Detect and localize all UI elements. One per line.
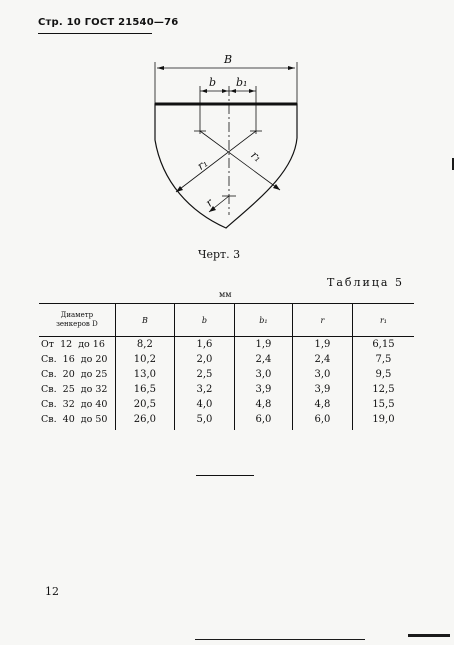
- cell-b1: 2,4: [234, 352, 292, 367]
- table-row: [39, 367, 414, 382]
- cell-B: 16,5: [115, 382, 174, 397]
- label-b1: b₁: [236, 76, 248, 89]
- radius-r1-right: [200, 131, 280, 190]
- cell-B: 8,2: [115, 337, 174, 353]
- radius-r1-left: [176, 131, 256, 192]
- cell-r1: 6,15: [352, 337, 414, 353]
- cell-b1: 3,0: [234, 367, 292, 382]
- cell-r: 3,9: [292, 382, 352, 397]
- cell-r1: 12,5: [352, 382, 414, 397]
- table-title: Таблица 5: [327, 276, 404, 289]
- page-header: Стр. 10 ГОСТ 21540—76: [38, 17, 179, 28]
- cell-B: 13,0: [115, 367, 174, 382]
- table-row: [39, 397, 414, 412]
- cell-range: Св. 25 до 32: [41, 384, 108, 395]
- label-r1-right: r₁: [248, 148, 265, 165]
- label-b: b: [209, 76, 217, 89]
- scan-artifact: [195, 639, 365, 640]
- header-diameter-line1: Диаметр: [60, 311, 94, 319]
- cell-r: 6,0: [292, 412, 352, 430]
- label-B: B: [224, 53, 233, 66]
- dimensions-table: [39, 303, 414, 430]
- end-rule: [196, 475, 254, 476]
- cell-r: 2,4: [292, 352, 352, 367]
- table-header-row: [39, 304, 414, 337]
- cell-b: 2,0: [174, 352, 234, 367]
- cell-b: 3,2: [174, 382, 234, 397]
- header-B: B: [115, 304, 174, 337]
- cell-range: Св. 32 до 40: [41, 399, 108, 410]
- header-r: r: [292, 304, 352, 337]
- cell-range: Св. 40 до 50: [41, 414, 108, 425]
- cell-range: От 12 до 16: [41, 339, 105, 350]
- cell-r1: 19,0: [352, 412, 414, 430]
- header-diameter-line2: зенкеров D: [56, 320, 98, 328]
- cell-b: 5,0: [174, 412, 234, 430]
- cell-b1: 3,9: [234, 382, 292, 397]
- cell-b1: 4,8: [234, 397, 292, 412]
- cell-r1: 9,5: [352, 367, 414, 382]
- cell-range: Св. 20 до 25: [41, 369, 108, 380]
- cell-B: 26,0: [115, 412, 174, 430]
- cell-b: 2,5: [174, 367, 234, 382]
- cell-b: 4,0: [174, 397, 234, 412]
- header-b: b: [174, 304, 234, 337]
- drawing-figure: [0, 0, 454, 245]
- cell-r: 4,8: [292, 397, 352, 412]
- cell-b1: 1,9: [234, 337, 292, 353]
- cell-range: Св. 16 до 20: [41, 354, 108, 365]
- cell-r1: 7,5: [352, 352, 414, 367]
- cell-b: 1,6: [174, 337, 234, 353]
- cell-r: 1,9: [292, 337, 352, 353]
- table-row: [39, 412, 414, 430]
- header-r1: r₁: [352, 304, 414, 337]
- profile-outline: [155, 104, 297, 228]
- header-diameter: [39, 304, 115, 337]
- table-row: [39, 382, 414, 397]
- cell-B: 20,5: [115, 397, 174, 412]
- scan-artifact: [408, 634, 450, 637]
- label-r: r: [203, 196, 216, 210]
- table-units: мм: [219, 290, 232, 299]
- cell-B: 10,2: [115, 352, 174, 367]
- label-r1-left: r₁: [194, 156, 211, 173]
- page-number: 12: [45, 585, 59, 598]
- cell-r1: 15,5: [352, 397, 414, 412]
- header-b1: b₁: [234, 304, 292, 337]
- cell-b1: 6,0: [234, 412, 292, 430]
- table-row: [39, 337, 414, 353]
- table-row: [39, 352, 414, 367]
- figure-caption: Черт. 3: [198, 248, 241, 261]
- cell-r: 3,0: [292, 367, 352, 382]
